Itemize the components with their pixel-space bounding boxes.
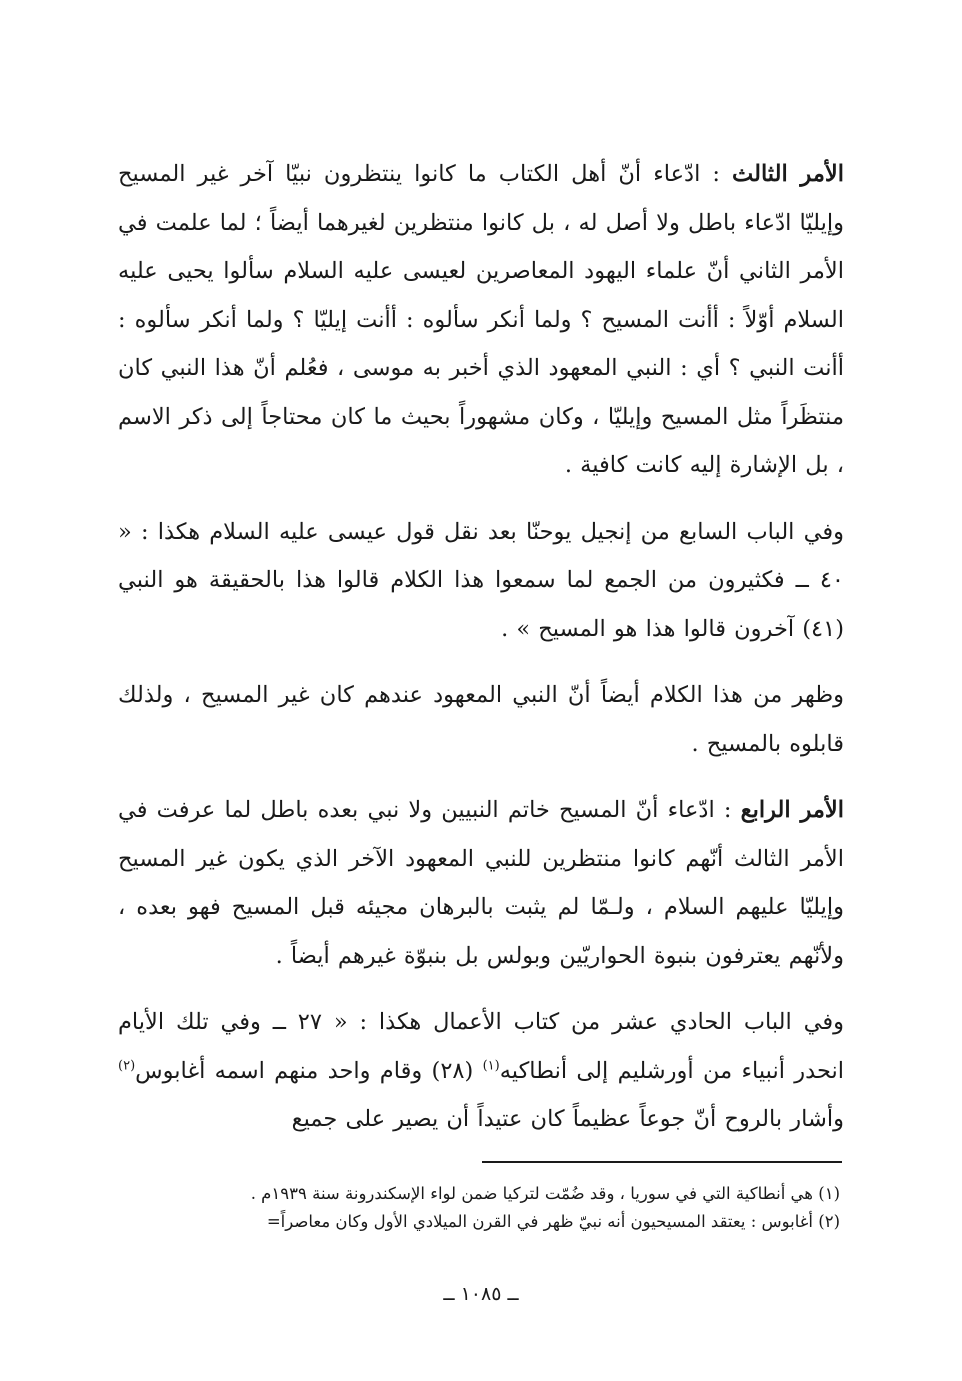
page-number: ــ ١٠٨٥ ــ <box>443 1283 519 1305</box>
paragraph-text: وفي الباب السابع من إنجيل يوحنّا بعد نقل قول عيسى عليه السلام هكذا : « ٤٠ ــ فكثيرون من الجمع لما سمعوا هذا الكلام قالوا هذا بالحقيقة هو النبي (٤١) آخرون قالوا هذا هو المسيح » . <box>118 518 844 642</box>
paragraph-text: (٢٨) وقام واحد منهم اسمه أغابوس <box>135 1057 483 1084</box>
paragraph-text: وظهر من هذا الكلام أيضاً أنّ النبي المعهود عندهم كان غير المسيح ، ولذلك قابلوه بالمسيح . <box>118 682 844 757</box>
footnote-1: (١) هي أنطاكية التي في سوريا ، وقد ضُمّت لتركيا ضمن لواء الإسكندرونة سنة ١٩٣٩م . <box>250 1184 840 1203</box>
footnote-ref-2: (٢) <box>118 1058 136 1073</box>
paragraph-third-matter <box>118 150 844 490</box>
main-text <box>118 150 844 1162</box>
paragraph-text: : ادّعاء أنّ أهل الكتاب ما كانوا ينتظرون نبيّا آخر غير المسيح وإيليّا ادّعاء باطل ولا أصل له ، بل كانوا منتظرين لغيرهما أيضاً ؛ لما علمت في الأمر الثاني أنّ علماء اليهود المعاصرين لعيسى عليه السلام سألوا يحيى عليه السلام أوّلاً : أأنت المسيح ؟ ولما أنكر سألوه : أأنت إيليّا ؟ ولما أنكر سألوه : أأنت النبي ؟ أي : النبي المعهود الذي أخبر به موسى ، فعُلم أنّ هذا النبي كان منتظَراً مثل المسيح وإيليّا ، وكان مشهوراً بحيث ما كان محتاجاً إلى ذكر الاسم ، بل الإشارة إليه كانت كافية . <box>117 161 844 478</box>
heading-fourth-matter: الأمر الرابع <box>740 797 844 823</box>
heading-third-matter: الأمر الثالث <box>732 161 844 187</box>
paragraph-acts-chapter-eleven <box>118 998 844 1144</box>
footnote-divider <box>482 1161 842 1163</box>
paragraph-prophet-distinct <box>118 671 844 768</box>
paragraph-john-chapter-seven <box>118 508 844 654</box>
paragraph-text: وأشار بالروح أنّ جوعاً عظيماً كان عتيداً أن يصير على جميع <box>291 1106 844 1132</box>
paragraph-text: : ادّعاء أنّ المسيح خاتم النبيين ولا نبي بعده باطل لما عرفت في الأمر الثالث أنّهم كانوا منتظرين للنبي المعهود الآخر الذي يكون غير المسيح وإيليّا عليهم السلام ، ولـمّا لم يثبت بالبرهان مجيئه قبل المسيح فهو بعده ، ولأنّهم يعترفون بنبوة الحواريّين وبولس بل بنبوّة غيرهم أيضاً . <box>118 797 844 969</box>
footnote-2: (٢) أغابوس : يعتقد المسيحيون أنه نبيّ ظهر في القرن الميلادي الأول وكان معاصراً= <box>266 1212 840 1231</box>
footnote-ref-1: (١) <box>482 1058 500 1073</box>
paragraph-fourth-matter <box>118 786 844 980</box>
footnotes <box>118 1180 840 1236</box>
paragraph-text: وفي الباب الحادي عشر من كتاب الأعمال هكذا : « ٢٧ ــ وفي تلك الأيام انحدر أنبياء من أورشليم إلى أنطاكيه <box>118 1009 844 1084</box>
